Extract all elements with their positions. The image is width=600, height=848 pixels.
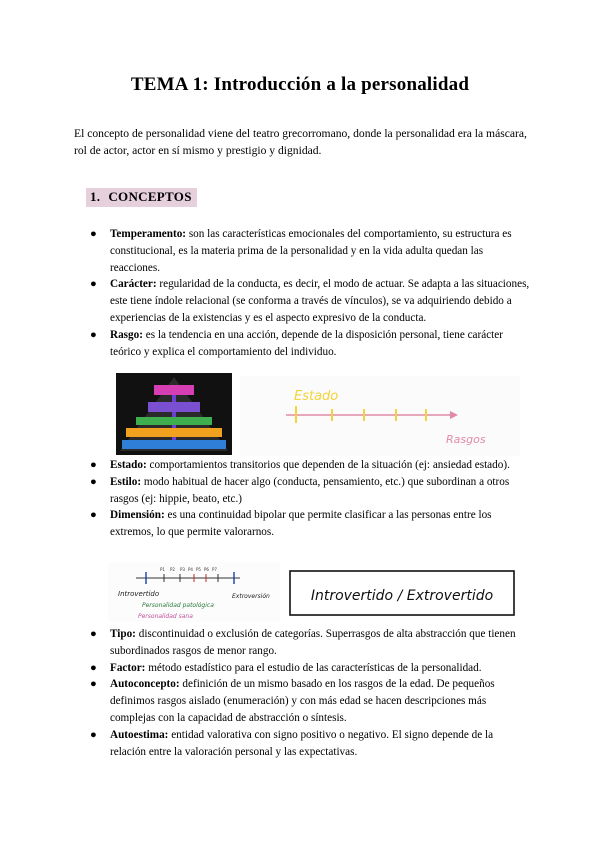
concept-text: es una continuidad bipolar que permite clasificar a las personas entre los extremos, lo que permite valorarnos. — [110, 509, 492, 539]
concept-item — [90, 226, 530, 276]
pyramid-diagram-svg — [116, 373, 232, 455]
concept-item — [90, 660, 530, 677]
concept-text: regularidad de la conducta, es decir, el modo de actuar. Se adapta a las situaciones, este tiene índole relacional (se conforma a través de vínculos), se va adquiriendo debido a experiencias de la existencias y es el aspecto expresivo de la conducta. — [110, 278, 530, 324]
introvertido-label: Introvertido — [118, 590, 160, 598]
concept-text: es la tendencia en una acción, depende de la disposición personal, tiene carácter teórico y explica el comportamiento del individuo. — [110, 328, 503, 358]
sana-label: Personalidad sana — [138, 613, 193, 620]
bullet-dot-icon: ● — [90, 661, 97, 674]
tick-label: P2 — [170, 567, 175, 572]
section-number: 1. — [90, 189, 101, 204]
bullet-dot-icon: ● — [90, 628, 97, 640]
concept-item — [90, 507, 530, 541]
pyramid-level-4 — [126, 428, 222, 437]
bullet-dot-icon: ● — [90, 728, 97, 741]
pyramid-level-1 — [154, 385, 194, 395]
dimension-sketch-svg — [108, 562, 280, 622]
bullet-dot-icon: ● — [90, 278, 97, 291]
introvertido-extrovertido-sketch — [284, 565, 520, 621]
pyramid-level-2 — [148, 402, 200, 412]
concept-text: modo habitual de hacer algo (conducta, pensamiento, etc.) que subordinan a otros rasgos (ej: hippie, beato, etc.) — [110, 475, 510, 505]
concept-term: Estilo: — [110, 475, 142, 488]
concept-term: Tipo: — [110, 628, 136, 640]
concept-text: comportamientos transitorios que dependen de la situación (ej: ansiedad estado). — [146, 459, 510, 471]
concept-item — [90, 327, 530, 361]
rasgos-label: Rasgos — [446, 433, 486, 446]
concept-term: Factor: — [110, 661, 146, 674]
concept-item — [90, 727, 530, 761]
estado-rasgos-sketch — [240, 376, 520, 456]
tick-label: P1 — [160, 567, 165, 572]
section-label: CONCEPTOS — [108, 189, 192, 204]
concept-item — [90, 276, 530, 326]
concept-text: definición de un mismo basado en los rasgos de la edad. De pequeños definimos rasgos aislado (enumeración) y con más edad se hacen descripciones más complejas con la capacidad de abstracción o síntesis. — [110, 678, 495, 724]
scale-sketch-svg — [284, 565, 520, 621]
bullet-dot-icon: ● — [90, 328, 97, 341]
concept-term: Autoconcepto: — [110, 678, 180, 691]
pyramid-diagram-image — [116, 373, 232, 455]
concept-text: método estadístico para el estudio de las características de la personalidad. — [145, 661, 482, 674]
concept-list-part-2 — [90, 457, 530, 541]
concept-list-part-1 — [90, 226, 530, 360]
scale-text: Introvertido / Extrovertido — [310, 588, 494, 604]
pyramid-level-3 — [136, 417, 212, 425]
concept-item — [90, 626, 530, 660]
pyramid-level-5 — [122, 440, 226, 449]
concept-term: Dimensión: — [110, 509, 165, 522]
concept-term: Autoestima: — [110, 728, 169, 741]
estado-rasgos-svg — [240, 376, 520, 456]
tick-label: P5 — [196, 567, 201, 572]
extroversion-label: Extroversión — [232, 593, 270, 600]
bullet-dot-icon: ● — [90, 459, 97, 471]
concept-term: Rasgo: — [110, 328, 143, 341]
concept-item — [90, 457, 530, 474]
bullet-dot-icon: ● — [90, 228, 97, 240]
concept-term: Carácter: — [110, 278, 157, 291]
concept-text: son las características emocionales del comportamiento, su estructura es constitucional, es la materia prima de la personalidad y en la vida adulta quedan las reacciones. — [110, 228, 512, 274]
bullet-dot-icon: ● — [90, 509, 97, 522]
estado-label: Estado — [294, 389, 339, 404]
tick-label: P6 — [204, 567, 209, 572]
intro-paragraph: El concepto de personalidad viene del teatro grecorromano, donde la personalidad era la máscara, rol de actor, actor en sí mismo y prestigio y dignidad. — [74, 127, 527, 157]
concept-text: entidad valorativa con signo positivo o negativo. El signo depende de la relación entre la valoración personal y las expectativas. — [110, 728, 494, 758]
page-title: TEMA 1: Introducción a la personalidad — [130, 74, 470, 95]
patologica-label: Personalidad patológica — [142, 602, 214, 609]
concept-term: Estado: — [110, 459, 147, 471]
concept-list-part-3 — [90, 626, 530, 760]
concept-term: Temperamento: — [110, 228, 187, 240]
concept-item — [90, 474, 530, 508]
tick-label: P7 — [212, 567, 217, 572]
tick-label: P4 — [188, 567, 193, 572]
tick-label: P3 — [180, 567, 185, 572]
section-heading-conceptos — [86, 188, 197, 207]
bullet-dot-icon: ● — [90, 678, 97, 691]
bullet-dot-icon: ● — [90, 475, 97, 488]
concept-text: discontinuidad o exclusión de categorías. Superrasgos de alta abstracción que tienen subordinados rasgos de menor rango. — [110, 628, 516, 657]
concept-item — [90, 676, 530, 726]
dimension-sketch — [108, 562, 280, 622]
